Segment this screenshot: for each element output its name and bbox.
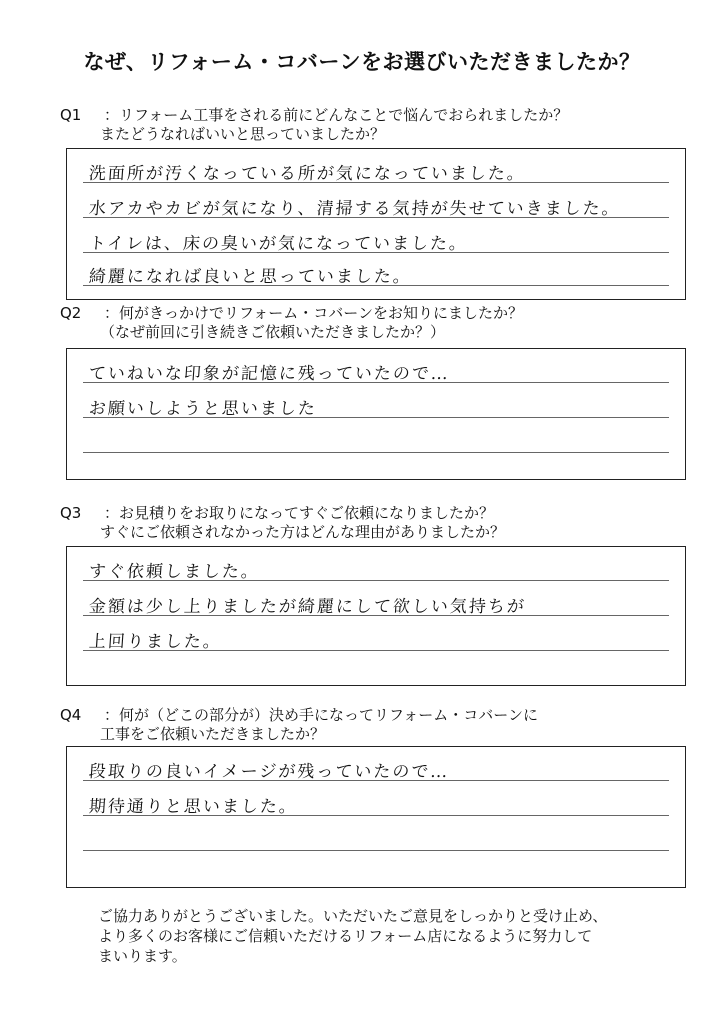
- footer-line: ご協力ありがとうございました。いただいたご意見をしっかりと受け止め、: [98, 907, 608, 925]
- question-number: Q1: [60, 106, 82, 124]
- ruled-line: [83, 850, 669, 851]
- page-title: なぜ、リフォーム・コバーンをお選びいただきましたか？: [83, 50, 641, 74]
- question-subtext: （なぜ前回に引き続きご依頼いただきましたか？）: [100, 323, 446, 341]
- handwritten-answer: 期待通りと思いました。: [88, 797, 299, 817]
- question-subtext: またどうなればいいと思っていましたか？: [100, 125, 386, 143]
- answer-box-4: [66, 746, 686, 888]
- question-4: [60, 706, 538, 744]
- footer-line: より多くのお客様にご信頼いただけるリフォーム店になるように努力して: [98, 927, 593, 945]
- handwritten-answer: ていねいな印象が記憶に残っていたので…: [88, 364, 451, 384]
- question-text: ：何がきっかけでリフォーム・コバーンをお知りにましたか？: [104, 304, 523, 322]
- ruled-line: [83, 452, 669, 453]
- handwritten-answer: 綺麗になれば良いと思っていました。: [88, 267, 413, 287]
- question-text: ：リフォーム工事をされる前にどんなことで悩んでおられましたか？: [104, 106, 569, 124]
- handwritten-answer: 水アカやカビが気になり、清掃する気持が失せていきました。: [88, 199, 622, 219]
- handwritten-answer: 洗面所が汚くなっている所が気になっていました。: [88, 164, 527, 184]
- footer-message: [98, 906, 607, 966]
- question-subtext: すぐにご依頼されなかった方はどんな理由がありましたか？: [100, 523, 506, 541]
- handwritten-answer: 段取りの良いイメージが残っていたので…: [88, 762, 451, 782]
- answer-box-3: [66, 546, 686, 686]
- question-2: [60, 304, 523, 342]
- question-text: ：何が（どこの部分が）決め手になってリフォーム・コバーンに: [104, 706, 538, 724]
- question-text: ：お見積りをお取りになってすぐご依頼になりましたか？: [104, 504, 495, 522]
- question-number: Q3: [60, 504, 82, 522]
- handwritten-answer: 金額は少し上りましたが綺麗にして欲しい気持ちが: [88, 597, 527, 617]
- question-subtext: 工事をご依頼いただきましたか？: [100, 725, 326, 743]
- handwritten-answer: すぐ依頼しました。: [88, 562, 261, 582]
- handwritten-answer: トイレは、床の臭いが気になっていました。: [88, 234, 469, 254]
- answer-box-1: [66, 148, 686, 300]
- answer-box-2: [66, 348, 686, 480]
- question-number: Q4: [60, 706, 82, 724]
- question-3: [60, 504, 505, 542]
- footer-line: まいります。: [98, 947, 187, 965]
- handwritten-answer: 上回りました。: [88, 632, 223, 652]
- question-number: Q2: [60, 304, 82, 322]
- handwritten-answer: お願いしようと思いました: [88, 399, 318, 419]
- question-1: [60, 106, 568, 144]
